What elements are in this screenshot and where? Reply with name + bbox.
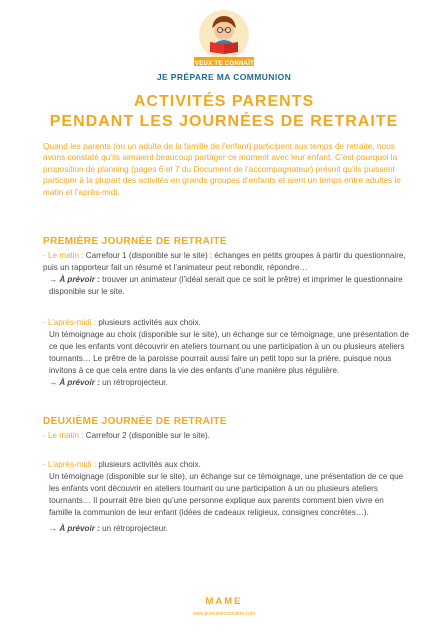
day1-morning-label: - Le matin : [43, 251, 84, 260]
day1-heading: PREMIÈRE JOURNÉE DE RETRAITE [43, 236, 228, 247]
day1-afternoon-text: Un témoignage au choix (disponible sur le site), un échange sur ce témoignage, une présentation de ce que les enfants vont découvrir en ateliers tournant ou une participation à un ou plusieurs ateliers tournants… Le prêtre de la paroisse pourrait aussi faire un petit topo sur la prière, puisque nous invitons à ce que cela entre dans la vie des enfants d’une manière plus régulière. [49, 330, 409, 375]
day1-morning-text: Carrefour 1 (disponible sur le site) : échanges en petits groupes à partir du questionnaire, puis un rapporteur fait un résumé et l’animateur peut rebondir, répondre… [43, 251, 406, 272]
day1-afternoon-prevoir-label: → À prévoir : [49, 378, 100, 387]
day1-afternoon-intro: plusieurs activités aux choix. [96, 318, 201, 327]
day2-afternoon-intro: plusieurs activités aux choix. [96, 460, 201, 469]
page-title [0, 92, 448, 132]
day1-afternoon-block [43, 317, 409, 389]
day2-afternoon-label: - L’après-midi : [43, 460, 97, 469]
page-subtitle: JE PRÉPARE MA COMMUNION [156, 72, 292, 82]
title-line-2: PENDANT LES JOURNÉES DE RETRAITE [49, 113, 399, 130]
day1-afternoon-label: - L’après-midi : [43, 318, 97, 327]
day1-morning-block [43, 250, 409, 298]
day2-heading: DEUXIÈME JOURNÉE DE RETRAITE [43, 416, 228, 427]
publisher-logo: MAME [205, 596, 243, 607]
title-line-1: ACTIVITÉS PARENTS [133, 93, 315, 110]
day2-afternoon-block [43, 459, 409, 535]
brand-subtitle: JE VEUX TE CONNAÎTRE [184, 61, 263, 67]
day1-morning-prevoir-label: → À prévoir : [49, 275, 100, 284]
day2-afternoon-prevoir-text: un rétroprojecteur. [99, 524, 168, 533]
boy-reading-logo-icon [190, 8, 258, 66]
website-url[interactable]: www.jeveuxteconnaitre.com [193, 611, 255, 617]
day1-afternoon-prevoir-text: un rétroprojecteur. [99, 378, 168, 387]
day1-morning-prevoir-text: trouver un animateur (l’idéal serait que ce soit le prêtre) et imprimer le questionnaire disponible sur le site. [49, 275, 403, 296]
day2-morning-label: - Le matin : [43, 431, 84, 440]
day2-afternoon-text: Un témoignage (disponible sur le site), un échange sur ce témoignage, une présentation de ce que les enfants vont découvrir en ateliers tournant ou une participation à un ou plusieurs ateliers tournants… Il pourrait être bien qu’une personne explique aux parents comment bien vivre en famille la communion de leur enfant (idées de cadeaux religieux, consignes concrètes…). [49, 472, 404, 517]
day2-morning-text: Carrefour 2 (disponible sur le site). [83, 431, 210, 440]
day2-afternoon-prevoir-label: → À prévoir : [49, 524, 100, 533]
intro-paragraph: Quand les parents (ou un adulte de la famille de l’enfant) participent aux temps de retraite, nous avons constaté qu’ils aimaient beaucoup partager ce moment avec leur enfant. C’est pourquoi la proposition de planning (pages 6 et 7 du Document de l’accompagnateur) prévoit qu’ils puissent participer à la plupart des activités en grands groupes d’enfants et aient un temps entre adultes le matin et l’après-midi. [43, 141, 401, 197]
day2-morning-block [43, 430, 409, 442]
